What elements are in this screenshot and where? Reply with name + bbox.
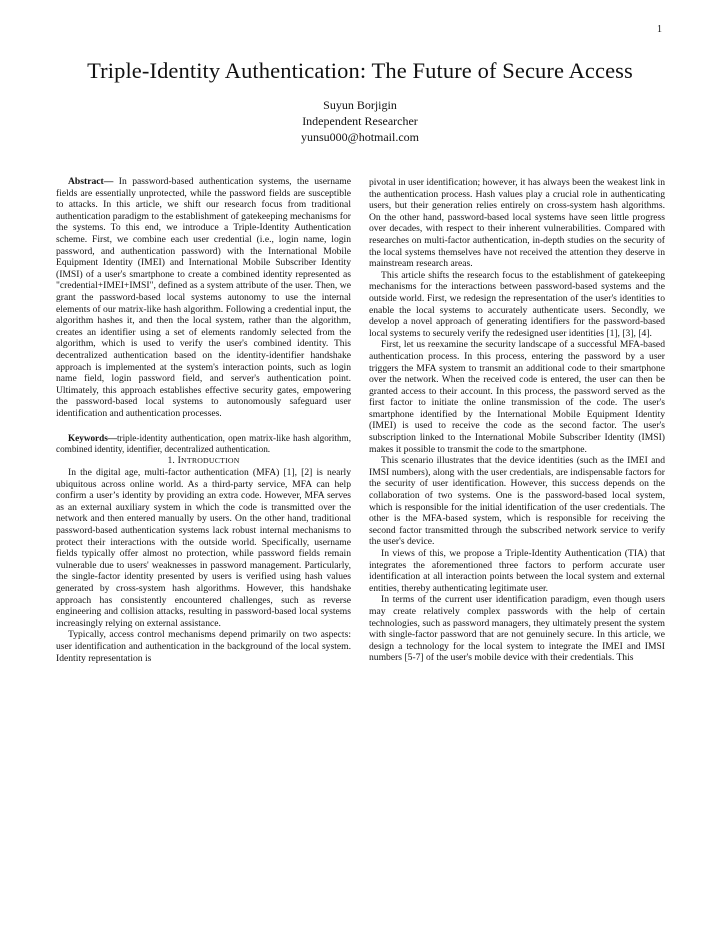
page-number: 1 xyxy=(657,24,662,35)
author-email: yunsu000@hotmail.com xyxy=(300,130,420,144)
author-name: Suyun Borjigin xyxy=(323,98,397,112)
intro-paragraph-2: Typically, access control mechanisms depend primarily on two aspects: user identification and authentication in the background of the local system. Identity representation is xyxy=(56,629,351,664)
keywords xyxy=(56,433,351,455)
body-paragraph-1: pivotal in user identification; however, it has always been the weakest link in the authentication process. Hash values play a crucial role in authenticating users, but their generation relies entirely on cross-system hash algorithms. On the other hand, password-based local systems have seen little progress over decades, with respect to their inherent vulnerabilities. Compared with researches on multi-factor authentication, in-depth studies on the security of the local systems themselves have not received the attention they deserve in mainstream research areas. xyxy=(369,177,665,270)
body-paragraph-3: First, let us reexamine the security landscape of a successful MFA-based authentication process. In this process, entering the password by a user triggers the MFA system to transmit an additional code to their smartphone over the network. When the received code is entered, the user can then be granted access to their account. In this process, the password served as the first factor to initiate the online transmission of the code. The user's smartphone identified by the International Mobile Equipment Identity (IMEI) is used to receive the code as the second factor. The user's subscription linked to the International Mobile Subscriber Identity (IMSI) makes it possible to transmit the code to the smartphone. xyxy=(369,339,665,455)
left-column xyxy=(56,176,351,664)
abstract-text: In password-based authentication systems, the username fields are essentially unprotected, while the password fields are susceptible to attacks. In this article, we shift our research focus from traditional authentication paradigm to the establishment of gatekeeping mechanisms for the systems. To this end, we introduce a Triple-Identity Authentication scheme. First, we combine each user credential (i.e., login name, login password, and authentication password) with the International Mobile Equipment Identity (IMEI) and International Mobile Subscriber Identity (IMSI) of a user's smartphone to create a combined identity represented as "credential+IMEI+IMSI", defined as a system attribute of the user. Then, we grant the password-based local systems autonomy to use the internal elements of our matrix-like hash algorithm. Following a credential input, the algorithm hashes it, and then the local system, rather than the algorithm, creates an identifier using a set of elements randomly selected from the algorithm, which is used to verify the user's combined identity. This decentralized authentication based on the identity-identifier handshake approach is implemented at the system's interaction points, such as login name field, login password field, and server's authentication point. Ultimately, this approach establishes effective security gates, empowering the password-based local systems to autonomously safeguard user identification and authentication processes. xyxy=(56,176,351,419)
body-paragraph-6: In terms of the current user identification paradigm, even though users may create relatively complex passwords with the help of certain technologies, such as password managers, they ultimately present the system with single-factor password that are not genuinely secure. In this article, we design a technology for the local system to integrate the IMEI and IMSI numbers [5-7] of the user's mobile device with their credentials. This xyxy=(369,594,665,664)
right-column xyxy=(369,177,665,664)
section-heading-introduction xyxy=(56,455,351,467)
author-affiliation: Independent Researcher xyxy=(302,114,418,128)
paper-title: Triple-Identity Authentication: The Future of Secure Access xyxy=(87,58,633,83)
author-block xyxy=(0,97,720,145)
abstract xyxy=(56,176,351,419)
keywords-label: Keywords— xyxy=(68,433,117,444)
section-number: 1. I xyxy=(167,455,182,467)
body-paragraph-2: This article shifts the research focus to the establishment of gatekeeping mechanisms for the interactions between password-based systems and the outside world. First, we redesign the representation of the user's identities to enable the local systems to accurately authenticate users. Secondly, we develop a novel approach of generating identifiers for the password-based local systems to securely verify the redesigned user identities [1], [3], [4]. xyxy=(369,269,665,339)
body-paragraph-4: This scenario illustrates that the device identities (such as the IMEI and IMSI numbers), along with the user credentials, are indispensable factors for the security of user identification. However, this success depends on the collaboration of two systems. One is the password-based local system, which is responsible for the initial identification of the user credentials. The other is the MFA-based system, which is responsible for receiving the second factor transmitted through the subscribed network service to verify the user's device. xyxy=(369,455,665,548)
body-paragraph-5: In views of this, we propose a Triple-Identity Authentication (TIA) that integrates the aforementioned three factors to perform accurate user identification at all interaction points between the local system and external entities, thereby authenticating legitimate user. xyxy=(369,548,665,594)
keywords-text: triple-identity authentication, open matrix-like hash algorithm, combined identity, identifier, decentralized authentication. xyxy=(56,433,351,455)
section-title: NTRODUCTION xyxy=(181,456,240,466)
intro-paragraph-1: In the digital age, multi-factor authentication (MFA) [1], [2] is nearly ubiquitous across online world. As a third-party service, MFA can help confirm a user’s identity by providing an extra code. However, MFA serves as an external auxiliary system in which the code is transmitted over the network and then entered manually by users. On the other hand, traditional password-based authentication systems lack robust internal mechanisms to protect their interactions with the outside world. Specifically, username fields typically offer almost no protection, while password fields remain vulnerable due to users' weaknesses in password management. Particularly, the single-factor identity presented by users is verified using hash values generated by cross-system hash algorithms. However, this handshake approach has consistently encountered challenges, such as reverse engineering and collision attacks, resulting in password-based local systems increasingly relying on external assistance. xyxy=(56,467,351,629)
abstract-label: Abstract— xyxy=(68,176,114,187)
